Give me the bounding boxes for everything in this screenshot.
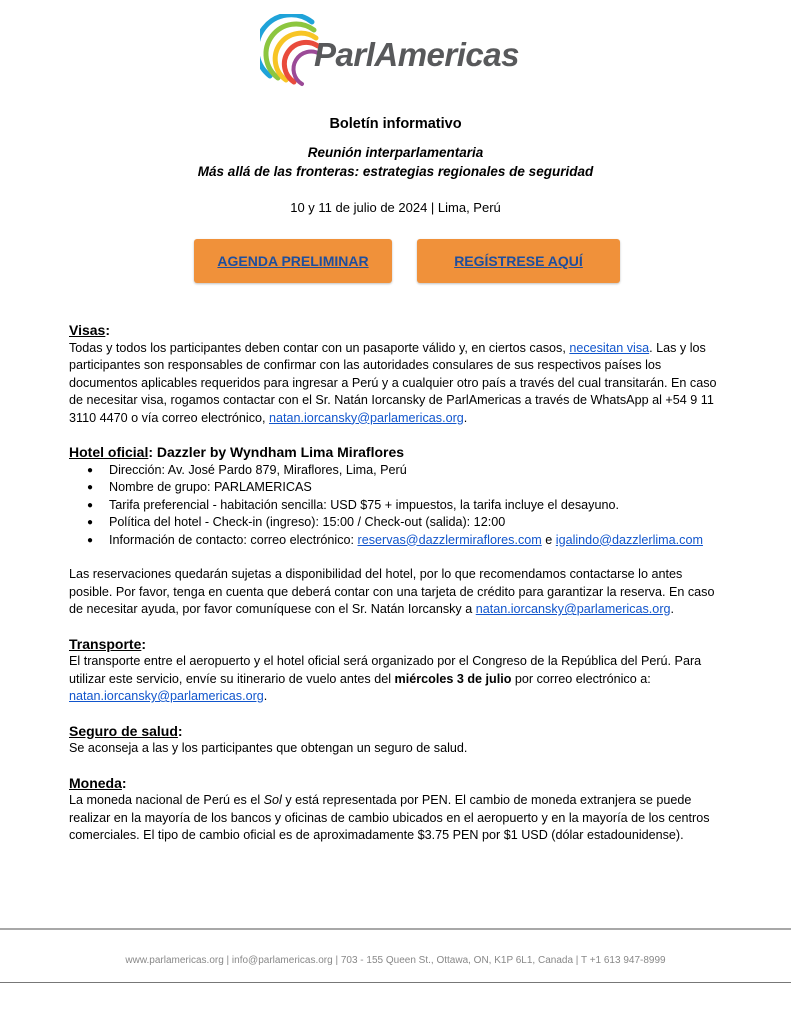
main-content (69, 322, 729, 845)
hotel-note-paragraph: Las reservaciones quedarán sujetas a disponibilidad del hotel, por lo que recomendamos contactarse lo antes posible. Por favor, tenga en cuenta que deberá contar con una tarjeta de crédito para garantizar la reserva. En caso de necesitar ayuda, por favor comuníquese con el Sr. Natán Iorcansky a natan.iorcansky@parlamericas.org. (69, 567, 715, 616)
subtitle-line-1: Reunión interparlamentaria (307, 145, 484, 160)
hotel-reservas-email-link[interactable]: reservas@dazzlermiraflores.com (357, 532, 542, 547)
agenda-button[interactable] (194, 239, 392, 283)
moneda-paragraph: La moneda nacional de Perú es el Sol y está representada por PEN. El cambio de moneda extranjera se puede realizar en la mayoría de los bancos y oficinas de cambio ubicados en el aeropuerto y en la mayoría de los centros comerciales. El tipo de cambio oficial es de aproximadamente $3.75 PEN por $1 USD (dólar estadounidense). (69, 793, 710, 842)
register-button[interactable] (417, 239, 620, 283)
hotel-heading: Hotel oficial: Dazzler by Wyndham Lima Miraflores (69, 444, 405, 460)
transporte-paragraph: El transporte entre el aeropuerto y el hotel oficial será organizado por el Congreso de la República del Perú. Para utilizar este servicio, envíe su itinerario de vuelo antes del miércoles 3 de julio por correo electrónico a: natan.iorcansky@parlamericas.org. (69, 654, 702, 703)
seguro-paragraph: Se aconseja a las y los participantes que obtengan un seguro de salud. (69, 741, 468, 755)
hotel-details-list (69, 462, 729, 550)
transporte-heading: Transporte: (69, 635, 147, 652)
list-item: ● Nombre de grupo: PARLAMERICAS (109, 479, 729, 497)
hotel-igalindo-email-link[interactable]: igalindo@dazzlerlima.com (555, 532, 703, 547)
visas-paragraph: Todas y todos los participantes deben contar con un pasaporte válido y, en ciertos casos, necesitan visa. Las y los participantes son responsables de confirmar con las autoridades consulares de sus respectivos países los documentos aplicables requeridos para ingresar a Perú y a cualquier otro país a través del cual transitarán. En caso de necesitar visa, rogamos contactar con el Sr. Natán Iorcansky de ParlAmericas a través de WhatsApp al +54 9 11 3110 4470 o vía correo electrónico, natan.iorcansky@parlamericas.org. (69, 340, 717, 425)
register-button-label[interactable]: REGÍSTRESE AQUÍ (454, 253, 583, 269)
list-item: ● Información de contacto: correo electrónico: reservas@dazzlermiraflores.com e igalindo@dazzlerlima.com (109, 532, 729, 550)
seguro-heading: Seguro de salud: (69, 722, 183, 739)
parlamericas-logo (260, 14, 530, 90)
visas-email-link[interactable]: natan.iorcansky@parlamericas.org (269, 410, 464, 425)
logo-text: ParlAmericas (314, 36, 519, 73)
document-title: Boletín informativo (329, 116, 462, 132)
event-date-place: 10 y 11 de julio de 2024 | Lima, Perú (290, 200, 501, 215)
subtitle-line-2: Más allá de las fronteras: estrategias regionales de seguridad (197, 164, 594, 179)
visa-link[interactable]: necesitan visa (569, 340, 650, 355)
moneda-heading: Moneda: (69, 774, 127, 791)
footer-divider-top (0, 928, 791, 930)
list-item: ● Dirección: Av. José Pardo 879, Miraflores, Lima, Perú (109, 462, 729, 480)
visas-heading: Visas: (69, 322, 111, 338)
transporte-email-link[interactable]: natan.iorcansky@parlamericas.org (69, 689, 264, 703)
footer-divider-bottom (0, 982, 791, 983)
list-item: ● Política del hotel - Check-in (ingreso): 15:00 / Check-out (salida): 12:00 (109, 514, 729, 532)
footer-contact-text: www.parlamericas.org | info@parlamericas.org | 703 - 155 Queen St., Ottawa, ON, K1P 6L1, Canada | T +1 613 947-8999 (125, 955, 666, 966)
hotel-note-email-link[interactable]: natan.iorcansky@parlamericas.org (475, 602, 671, 616)
agenda-button-label[interactable]: AGENDA PRELIMINAR (217, 253, 369, 269)
event-subtitle (0, 143, 791, 181)
list-item: ● Tarifa preferencial - habitación sencilla: USD $75 + impuestos, la tarifa incluye el desayuno. (109, 497, 729, 515)
